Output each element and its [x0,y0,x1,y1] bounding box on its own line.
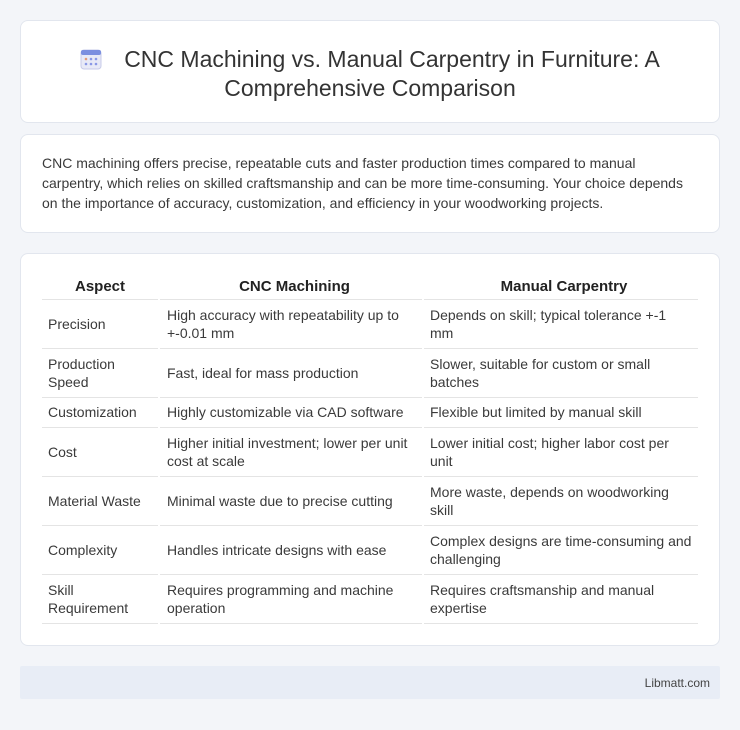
page-title: CNC Machining vs. Manual Carpentry in Furniture: A Comprehensive Comparison [124,46,660,101]
title-card [20,20,720,123]
table-row [42,476,698,525]
table-cell-manual: Slower, suitable for custom or small batches [423,348,698,397]
page-title-container [21,45,719,103]
table-row [42,525,698,574]
table-row [42,299,698,348]
table-cell-cnc: Higher initial investment; lower per unit cost at scale [159,427,423,476]
comparison-table [42,275,698,624]
table-cell-manual: Requires craftsmanship and manual expertise [423,574,698,623]
table-cell-aspect: Precision [42,299,159,348]
table-row [42,397,698,427]
table-cell-aspect: Cost [42,427,159,476]
header-manual: Manual Carpentry [423,275,698,299]
table-row [42,427,698,476]
table-cell-manual: More waste, depends on woodworking skill [423,476,698,525]
footer [20,666,720,699]
table-cell-cnc: Handles intricate designs with ease [159,525,423,574]
table-cell-cnc: Fast, ideal for mass production [159,348,423,397]
summary-card [20,134,720,233]
footer-site-link[interactable]: Libmatt.com [644,676,710,690]
header-cnc: CNC Machining [159,275,423,299]
table-cell-aspect: Customization [42,397,159,427]
table-cell-manual: Depends on skill; typical tolerance +-1 mm [423,299,698,348]
table-cell-manual: Complex designs are time-consuming and challenging [423,525,698,574]
table-cell-aspect: Complexity [42,525,159,574]
table-cell-aspect: Production Speed [42,348,159,397]
comparison-card [20,253,720,646]
table-row [42,348,698,397]
table-cell-manual: Flexible but limited by manual skill [423,397,698,427]
table-cell-cnc: Requires programming and machine operation [159,574,423,623]
table-header-row [42,275,698,299]
table-cell-manual: Lower initial cost; higher labor cost per unit [423,427,698,476]
summary-text: CNC machining offers precise, repeatable cuts and faster production times compared to manual carpentry, which relies on skilled craftsmanship and can be more time-consuming. Your choice depends on the importance of accuracy, customization, and efficiency in your woodworking projects. [42,155,683,211]
header-aspect: Aspect [42,275,159,299]
table-cell-cnc: Highly customizable via CAD software [159,397,423,427]
table-cell-aspect: Material Waste [42,476,159,525]
table-cell-cnc: Minimal waste due to precise cutting [159,476,423,525]
table-cell-cnc: High accuracy with repeatability up to +-0.01 mm [159,299,423,348]
table-cell-aspect: Skill Requirement [42,574,159,623]
table-row [42,574,698,623]
calendar-icon [80,48,102,70]
